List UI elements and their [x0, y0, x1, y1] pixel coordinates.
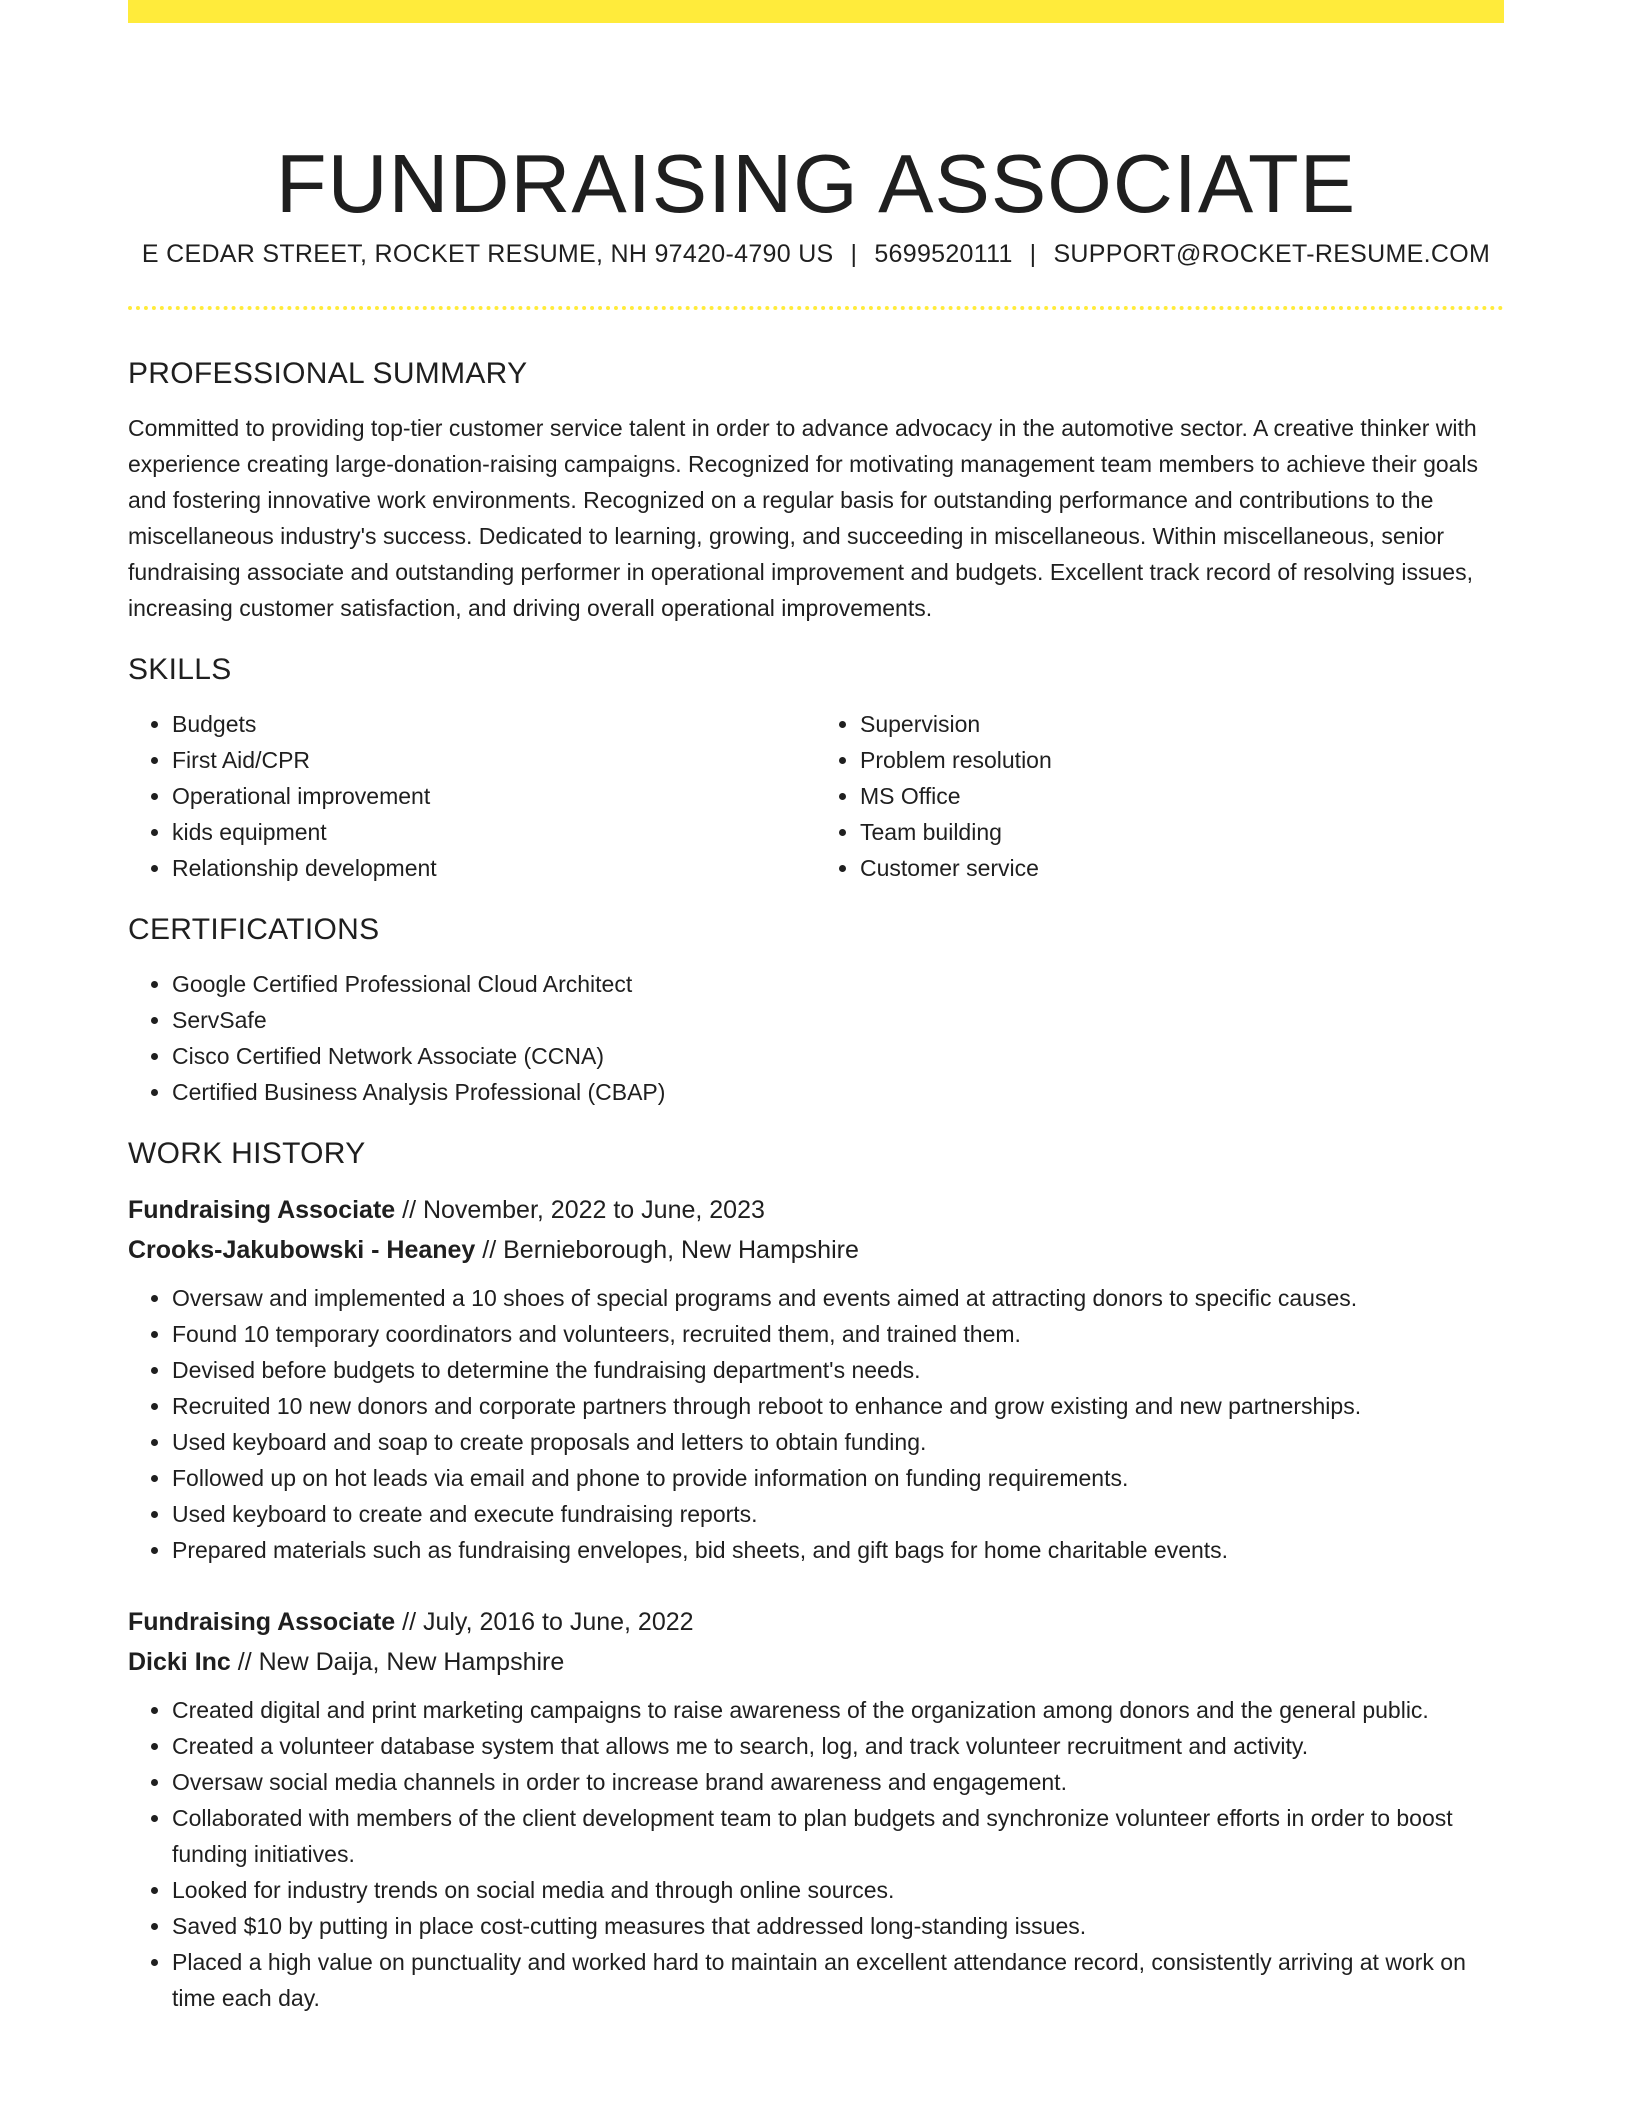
candidate-name: FUNDRAISING ASSOCIATE [275, 136, 1357, 230]
contact-address: E CEDAR STREET, ROCKET RESUME, NH 97420-4790 US [141, 240, 834, 268]
certifications-list [128, 966, 1504, 1110]
job-bullet: • Looked for industry trends on social media and through online sources. [172, 1872, 1504, 1908]
job-bullet: • Used keyboard and soap to create proposals and letters to obtain funding. [172, 1424, 1504, 1460]
job-bullet: • Found 10 temporary coordinators and volunteers, recruited them, and trained them. [172, 1316, 1504, 1352]
summary-text: Committed to providing top-tier customer service talent in order to advance advocacy in the automotive sector. A creative thinker with experience creating large-donation-raising campaigns. Recognized for motivating management team members to achieve their goals and fostering innovative work environments. Recognized on a regular basis for outstanding performance and contributions to the miscellaneous industry's success. Dedicated to learning, growing, and succeeding in miscellaneous. Within miscellaneous, senior fundraising associate and outstanding performer in operational improvement and budgets. Excellent track record of resolving issues, increasing customer satisfaction, and driving overall operational improvements. [128, 415, 1479, 621]
job-location: // New Daija, New Hampshire [230, 1648, 565, 1676]
work-history-section [128, 1132, 1504, 2016]
contact-separator: | [1029, 240, 1037, 268]
skill-item: • kids equipment [172, 814, 816, 850]
skill-item: • Customer service [860, 850, 1504, 886]
job-bullet: • Oversaw and implemented a 10 shoes of special programs and events aimed at attracting donors to specific causes. [172, 1280, 1504, 1316]
job-bullet: • Placed a high value on punctuality and worked hard to maintain an excellent attendance record, consistently arriving at work on time each day. [172, 1944, 1504, 2016]
job-company: Dicki Inc [128, 1648, 231, 1676]
job-bullets [128, 1280, 1504, 1568]
certifications-section [128, 908, 1504, 1110]
contact-separator: | [850, 240, 858, 268]
job-bullet: • Oversaw social media channels in order to increase brand awareness and engagement. [172, 1764, 1504, 1800]
resume-body [128, 352, 1504, 2016]
skill-item: • MS Office [860, 778, 1504, 814]
job-bullet: • Devised before budgets to determine the fundraising department's needs. [172, 1352, 1504, 1388]
summary-heading: PROFESSIONAL SUMMARY [128, 357, 528, 390]
skill-item: • Operational improvement [172, 778, 816, 814]
job-bullet: • Created a volunteer database system that allows me to search, log, and track volunteer recruitment and activity. [172, 1728, 1504, 1764]
skills-list-right [816, 706, 1504, 886]
job-entry [128, 1602, 1504, 2016]
skill-item: • Supervision [860, 706, 1504, 742]
job-company-line [128, 1642, 1504, 1682]
job-dates: // July, 2016 to June, 2022 [395, 1608, 694, 1636]
skills-section [128, 648, 1504, 886]
job-company-line [128, 1230, 1504, 1270]
job-entry [128, 1190, 1504, 1568]
job-dates: // November, 2022 to June, 2023 [395, 1196, 765, 1224]
job-bullet: • Saved $10 by putting in place cost-cutting measures that addressed long-standing issues. [172, 1908, 1504, 1944]
skill-item: • Relationship development [172, 850, 816, 886]
job-bullet: • Created digital and print marketing campaigns to raise awareness of the organization among donors and the general public. [172, 1692, 1504, 1728]
contact-email: SUPPORT@ROCKET-RESUME.COM [1053, 240, 1491, 268]
skill-item: • Problem resolution [860, 742, 1504, 778]
job-bullet: • Used keyboard to create and execute fundraising reports. [172, 1496, 1504, 1532]
job-bullet: • Prepared materials such as fundraising envelopes, bid sheets, and gift bags for home charitable events. [172, 1532, 1504, 1568]
skills-list-left [128, 706, 816, 886]
skill-item: • First Aid/CPR [172, 742, 816, 778]
summary-section [128, 352, 1504, 626]
skills-grid [128, 706, 1504, 886]
job-title: Fundraising Associate [128, 1196, 396, 1224]
dotted-divider [128, 306, 1504, 310]
job-bullet: • Recruited 10 new donors and corporate partners through reboot to enhance and grow existing and new partnerships. [172, 1388, 1504, 1424]
contact-line [128, 236, 1504, 272]
work-history-heading: WORK HISTORY [128, 1137, 366, 1170]
job-bullet: • Followed up on hot leads via email and phone to provide information on funding requirements. [172, 1460, 1504, 1496]
certification-item: • Cisco Certified Network Associate (CCNA) [172, 1038, 1504, 1074]
certification-item: • ServSafe [172, 1002, 1504, 1038]
job-title-line [128, 1602, 1504, 1642]
job-title-line [128, 1190, 1504, 1230]
job-bullets [128, 1692, 1504, 2016]
skills-heading: SKILLS [128, 653, 232, 686]
job-location: // Bernieborough, New Hampshire [475, 1236, 859, 1264]
certifications-heading: CERTIFICATIONS [128, 913, 380, 946]
contact-phone: 5699520111 [874, 240, 1013, 268]
skill-item: • Budgets [172, 706, 816, 742]
job-bullet: • Collaborated with members of the client development team to plan budgets and synchronize volunteer efforts in order to boost funding initiatives. [172, 1800, 1504, 1872]
top-accent-bar [128, 0, 1504, 23]
certification-item: • Google Certified Professional Cloud Architect [172, 966, 1504, 1002]
certification-item: • Certified Business Analysis Professional (CBAP) [172, 1074, 1504, 1110]
job-title: Fundraising Associate [128, 1608, 396, 1636]
job-company: Crooks-Jakubowski - Heaney [128, 1236, 476, 1264]
skill-item: • Team building [860, 814, 1504, 850]
